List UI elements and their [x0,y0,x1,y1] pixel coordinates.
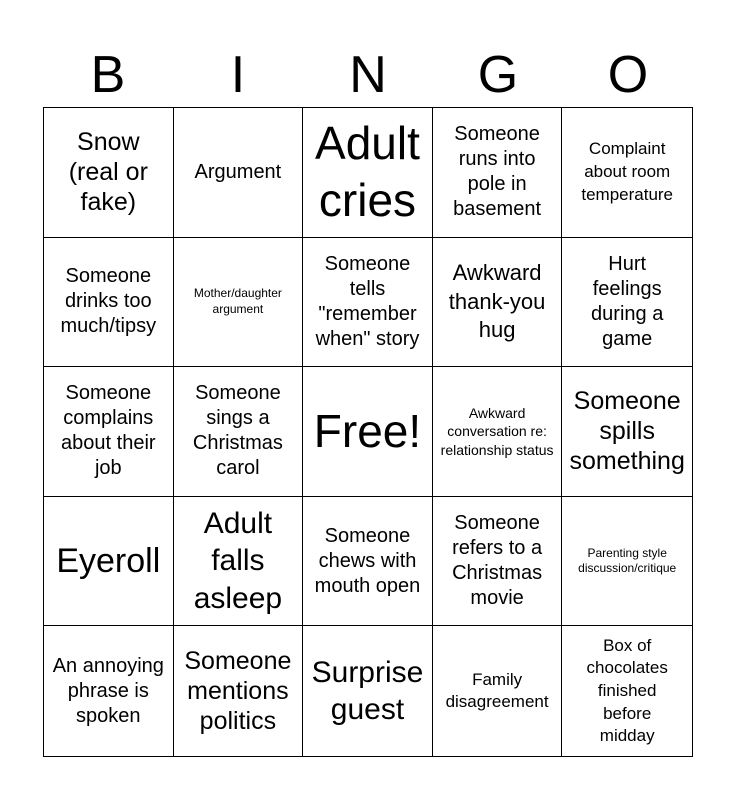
bingo-cell[interactable] [562,108,692,238]
bingo-cell[interactable] [303,626,433,756]
cell-text: Mother/daughter argument [193,286,282,316]
bingo-cell[interactable] [303,497,433,627]
bingo-cell[interactable] [433,108,563,238]
header-letter-o: O [607,46,649,104]
cell-text: Complaint about room temperature [581,139,674,204]
bingo-cell[interactable] [433,238,563,368]
cell-text: Box of chocolates finished before midday [586,635,668,746]
bingo-cell[interactable] [562,626,692,756]
cell-text: Someone mentions politics [184,647,292,736]
header-letter-g: G [477,46,519,104]
cell-text: Free! [313,404,422,457]
header-letter-i: I [230,46,246,104]
bingo-cell[interactable] [44,626,174,756]
bingo-cell[interactable] [44,238,174,368]
bingo-cell[interactable] [562,367,692,497]
bingo-cell[interactable] [44,108,174,238]
bingo-cell[interactable] [303,238,433,368]
cell-text: An annoying phrase is spoken [52,654,164,727]
cell-text: Adult falls asleep [193,506,283,615]
bingo-cell[interactable] [433,367,563,497]
cell-text: Family disagreement [445,669,549,712]
cell-text: Adult cries [315,116,420,227]
cell-text: Someone chews with mouth open [314,524,421,597]
cell-text: Someone tells "remember when" story [315,252,420,350]
cell-text: Someone sings a Christmas carol [192,382,283,480]
bingo-cell[interactable] [303,108,433,238]
bingo-cell[interactable] [174,497,304,627]
cell-text: Argument [194,160,282,183]
cell-text: Someone refers to a Christmas movie [452,512,543,610]
bingo-cell[interactable] [433,626,563,756]
cell-text: Eyeroll [56,542,161,581]
cell-text: Hurt feelings during a game [591,252,664,350]
bingo-card [43,107,693,757]
cell-text: Awkward conversation re: relationship status [440,405,554,458]
bingo-cell[interactable] [44,367,174,497]
cell-text: Someone spills something [569,387,685,476]
bingo-cell[interactable] [174,626,304,756]
header-letter-b: B [90,46,126,104]
free-space[interactable] [303,367,433,497]
cell-text: Someone complains about their job [61,382,156,480]
bingo-header [43,42,693,108]
cell-text: Snow (real or fake) [68,128,148,217]
bingo-cell[interactable] [44,497,174,627]
bingo-cell[interactable] [174,238,304,368]
cell-text: Someone runs into pole in basement [453,123,542,221]
cell-text: Someone drinks too much/tipsy [60,265,157,338]
cell-text: Surprise guest [311,655,424,727]
bingo-cell[interactable] [562,238,692,368]
bingo-cell[interactable] [562,497,692,627]
cell-text: Parenting style discussion/critique [578,545,677,576]
bingo-cell[interactable] [433,497,563,627]
cell-text: Awkward thank-you hug [448,260,546,343]
header-letter-n: N [349,46,387,104]
bingo-cell[interactable] [174,108,304,238]
bingo-cell[interactable] [174,367,304,497]
